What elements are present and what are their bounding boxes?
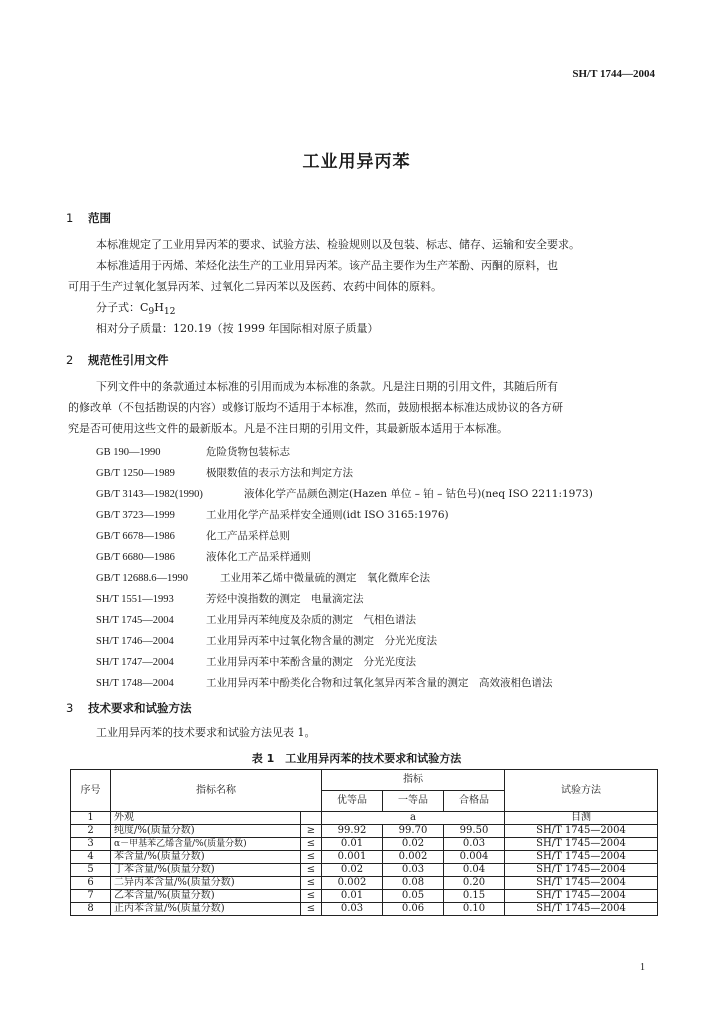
table-row [71,877,658,890]
reference-code: GB/T 6678—1986 [96,531,175,542]
spec-table [70,769,658,916]
row-name: α－甲基苯乙烯含量/%(质量分数) [111,838,301,851]
row-value-premium: 0.002 [322,877,383,890]
row-method: 目测 [505,812,658,825]
row-number: 7 [71,890,111,903]
row-name: 纯度/%(质量分数) [111,825,301,838]
row-value-first: 0.06 [383,903,444,916]
reference-title: 液体化学产品颜色测定(Hazen 单位 – 铂 – 钴色号)(neq ISO 2211:1973) [244,488,593,500]
reference-title: 极限数值的表示方法和判定方法 [206,467,353,479]
row-number: 1 [71,812,111,825]
formula-hydrogen: H [154,301,164,314]
reference-item [96,570,430,585]
row-operator [301,812,322,825]
reference-title: 工业用化学产品采样安全通则(idt ISO 3165:1976) [206,509,449,521]
reference-item [96,612,416,627]
row-name: 苯含量/%(质量分数) [111,851,301,864]
row-operator: ≤ [301,877,322,890]
row-value-first: 0.02 [383,838,444,851]
row-method: SH/T 1745—2004 [505,838,658,851]
formula-hydrogen-count: 12 [163,306,176,318]
reference-title: 危险货物包装标志 [206,446,290,458]
reference-item [96,549,311,564]
reference-item [96,633,437,648]
row-value-qualified: 0.04 [444,864,505,877]
row-value-qualified: 99.50 [444,825,505,838]
row-operator: ≥ [301,825,322,838]
reference-item [96,444,290,459]
table-row [71,903,658,916]
row-operator: ≤ [301,864,322,877]
table-row [71,812,658,825]
reference-title: 芳烃中溴指数的测定 电量滴定法 [206,593,364,605]
reference-code: SH/T 1748—2004 [96,678,174,689]
row-value-first: 0.08 [383,877,444,890]
row-value-qualified: 0.10 [444,903,505,916]
row-operator: ≤ [301,903,322,916]
section-1-number: 1 [66,211,74,225]
reference-title: 工业用异丙苯中酚类化合物和过氧化氢异丙苯含量的测定 高效液相色谱法 [206,677,553,689]
reference-code: GB/T 6680—1986 [96,552,175,563]
row-name: 正丙苯含量/%(质量分数) [111,903,301,916]
row-value-first: 0.03 [383,864,444,877]
header-seq: 序号 [71,770,111,812]
reference-code: GB/T 3723—1999 [96,510,175,521]
reference-code: GB 190—1990 [96,447,161,458]
section-2-title: 规范性引用文件 [88,353,169,367]
table-row [71,851,658,864]
reference-title: 液体化工产品采样通则 [206,551,311,563]
row-name: 乙苯含量/%(质量分数) [111,890,301,903]
reference-item [96,528,290,543]
row-number: 5 [71,864,111,877]
reference-title: 工业用异丙苯中过氧化物含量的测定 分光光度法 [206,635,437,647]
header-spec: 指标 [322,770,505,791]
row-value-first: 0.002 [383,851,444,864]
row-value-first: 99.70 [383,825,444,838]
section-3-heading [66,700,192,716]
row-value-merged: a [322,812,505,825]
reference-code: SH/T 1745—2004 [96,615,174,626]
row-method: SH/T 1745—2004 [505,825,658,838]
references-paragraph-line-3: 究是否可使用这些文件的最新版本。凡是不注日期的引用文件，其最新版本适用于本标准。 [68,422,508,435]
row-method: SH/T 1745—2004 [505,864,658,877]
reference-title: 化工产品采样总则 [206,530,290,542]
formula-carbon-count: 9 [148,306,155,318]
document-number: SH/T 1744—2004 [572,68,655,80]
reference-code: GB/T 3143—1982(1990) [96,489,203,500]
table-caption: 表 1 工业用异丙苯的技术要求和试验方法 [251,752,462,765]
row-value-premium: 0.03 [322,903,383,916]
row-value-qualified: 0.03 [444,838,505,851]
row-value-qualified: 0.15 [444,890,505,903]
row-number: 3 [71,838,111,851]
reference-title: 工业用异丙苯中苯酚含量的测定 分光光度法 [206,656,416,668]
reference-code: SH/T 1747—2004 [96,657,174,668]
row-number: 8 [71,903,111,916]
row-value-premium: 0.001 [322,851,383,864]
formula-label: 分子式： [96,301,140,314]
row-value-premium: 0.01 [322,838,383,851]
reference-item [96,675,553,690]
section-1-title: 范围 [88,211,111,225]
header-first: 一等品 [383,791,444,812]
row-value-qualified: 0.004 [444,851,505,864]
reference-code: GB/T 12688.6—1990 [96,573,188,584]
references-paragraph-line-1: 下列文件中的条款通过本标准的引用而成为本标准的条款。凡是注日期的引用文件，其随后所有 [96,380,558,393]
header-item: 指标名称 [111,770,322,812]
reference-code: GB/T 1250—1989 [96,468,175,479]
reference-item [96,465,353,480]
molecular-mass: 相对分子质量：120.19（按 1999 年国际相对原子质量） [96,322,379,335]
molecular-formula [96,301,176,318]
row-operator: ≤ [301,851,322,864]
scope-paragraph-1: 本标准规定了工业用异丙苯的要求、试验方法、检验规则以及包装、标志、储存、运输和安全要求。 [96,238,580,251]
header-qualified: 合格品 [444,791,505,812]
reference-item [96,591,364,606]
reference-item [96,486,593,501]
table-header-row [71,770,658,791]
reference-code: SH/T 1551—1993 [96,594,174,605]
references-paragraph-line-2: 的修改单（不包括勘误的内容）或修订版均不适用于本标准，然而，鼓励根据本标准达成协议的各方研 [68,401,563,414]
section-3-title: 技术要求和试验方法 [88,701,192,715]
reference-item [96,654,416,669]
row-number: 2 [71,825,111,838]
row-number: 4 [71,851,111,864]
scope-paragraph-2-line-2: 可用于生产过氧化氢异丙苯、过氧化二异丙苯以及医药、农药中间体的原料。 [68,280,442,293]
row-value-first: 0.05 [383,890,444,903]
row-method: SH/T 1745—2004 [505,877,658,890]
reference-title: 工业用苯乙烯中微量硫的测定 氧化微库仑法 [220,572,430,584]
row-operator: ≤ [301,838,322,851]
page-number: 1 [640,962,645,973]
document-title: 工业用异丙苯 [302,152,411,172]
reference-code: SH/T 1746—2004 [96,636,174,647]
row-value-premium: 0.02 [322,864,383,877]
section-2-heading [66,352,169,368]
row-number: 6 [71,877,111,890]
header-premium: 优等品 [322,791,383,812]
row-method: SH/T 1745—2004 [505,890,658,903]
table-row [71,890,658,903]
row-name: 二异丙苯含量/%(质量分数) [111,877,301,890]
row-name: 外观 [111,812,301,825]
table-row [71,838,658,851]
table-row [71,864,658,877]
reference-title: 工业用异丙苯纯度及杂质的测定 气相色谱法 [206,614,416,626]
row-operator: ≤ [301,890,322,903]
row-value-premium: 99.92 [322,825,383,838]
section-3-number: 3 [66,701,74,715]
row-name: 丁苯含量/%(质量分数) [111,864,301,877]
scope-paragraph-2-line-1: 本标准适用于丙烯、苯烃化法生产的工业用异丙苯。该产品主要作为生产苯酚、丙酮的原料，也 [96,259,558,272]
table-row [71,825,658,838]
section-2-number: 2 [66,353,74,367]
requirements-paragraph: 工业用异丙苯的技术要求和试验方法见表 1。 [96,726,316,739]
header-method: 试验方法 [505,770,658,812]
row-value-premium: 0.01 [322,890,383,903]
row-method: SH/T 1745—2004 [505,903,658,916]
row-method: SH/T 1745—2004 [505,851,658,864]
section-1-heading [66,210,111,226]
formula-carbon: C [140,301,149,314]
row-value-qualified: 0.20 [444,877,505,890]
reference-item [96,507,449,522]
